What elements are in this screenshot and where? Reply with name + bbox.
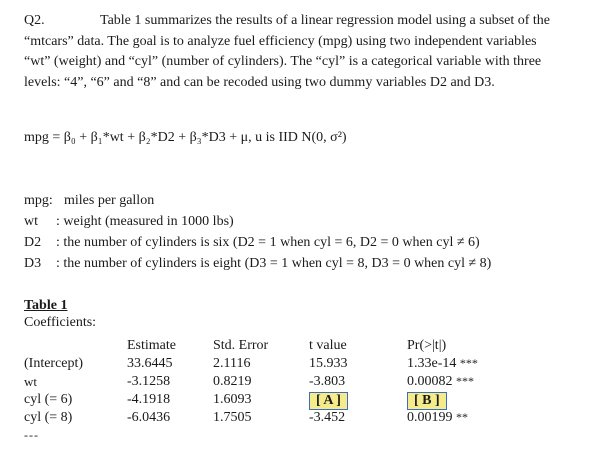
- cell-t-value: -3.803: [309, 374, 346, 389]
- row-label-wt: wt: [24, 374, 37, 389]
- definition-d2: D2 : the number of cylinders is six (D2 = 1 when cyl = 6, D2 = 0 when cyl ≠ 6): [24, 235, 480, 250]
- row-label-intercept: (Intercept): [24, 356, 84, 371]
- intro-line-3: “wt” (weight) and “cyl” (number of cylinders). The “cyl” is a categorical variable with three: [24, 54, 542, 69]
- cell-std-error: 1.6093: [213, 392, 252, 407]
- definition-mpg: mpg: miles per gallon: [24, 193, 155, 208]
- cell-t-value-blank-a: [309, 392, 348, 410]
- blank-b-box: [ B ]: [407, 392, 447, 410]
- header-estimate: Estimate: [127, 338, 176, 353]
- question-intro: [24, 11, 608, 93]
- row-label-cyl-8: cyl (= 8): [24, 410, 73, 425]
- regression-equation: mpg = β₀ + β₁*wt + β₂*D2 + β₃*D3 + μ, u is IID N(0, σ²): [24, 130, 347, 145]
- question-label: Q2.: [24, 13, 45, 28]
- variable-definitions: [24, 190, 491, 274]
- intro-line-2: “mtcars” data. The goal is to analyze fuel efficiency (mpg) using two independent variables: [24, 33, 537, 49]
- table-subtitle: Coefficients:: [24, 315, 97, 330]
- cell-estimate: -3.1258: [127, 374, 171, 389]
- row-label-cyl-6: cyl (= 6): [24, 392, 73, 407]
- cell-estimate: -6.0436: [127, 410, 171, 425]
- table-title: Table 1: [24, 298, 68, 313]
- cell-p-value: 0.00199 **: [407, 410, 468, 425]
- intro-line-4: levels: “4”, “6” and “8” and can be recoded using two dummy variables D2 and D3.: [24, 74, 495, 90]
- cell-p-value: 0.00082 ***: [407, 374, 474, 389]
- header-std-error: Std. Error: [213, 338, 269, 353]
- blank-a-box: [ A ]: [309, 392, 348, 410]
- header-t-value: t value: [309, 338, 347, 353]
- significance-stars: **: [456, 410, 468, 424]
- header-p-value: Pr(>|t|): [407, 338, 447, 353]
- definition-wt: wt : weight (measured in 1000 lbs): [24, 214, 234, 229]
- cell-std-error: 0.8219: [213, 374, 252, 389]
- cell-estimate: -4.1918: [127, 392, 171, 407]
- cell-estimate: 33.6445: [127, 356, 173, 371]
- cell-p-value-blank-b: [407, 392, 447, 410]
- intro-line-1: Q2. Table 1 summarizes the results of a linear regression model using a subset of the: [24, 11, 608, 32]
- significance-stars: ***: [456, 374, 474, 388]
- cell-std-error: 1.7505: [213, 410, 252, 425]
- cell-t-value: -3.452: [309, 410, 346, 425]
- cell-p-value: 1.33e-14 ***: [407, 356, 478, 371]
- cell-t-value: 15.933: [309, 356, 348, 371]
- cell-std-error: 2.1116: [213, 356, 251, 371]
- table-footer-separator: ---: [24, 428, 39, 442]
- definition-d3: D3 : the number of cylinders is eight (D3 = 1 when cyl = 8, D3 = 0 when cyl ≠ 8): [24, 256, 492, 271]
- significance-stars: ***: [459, 356, 478, 370]
